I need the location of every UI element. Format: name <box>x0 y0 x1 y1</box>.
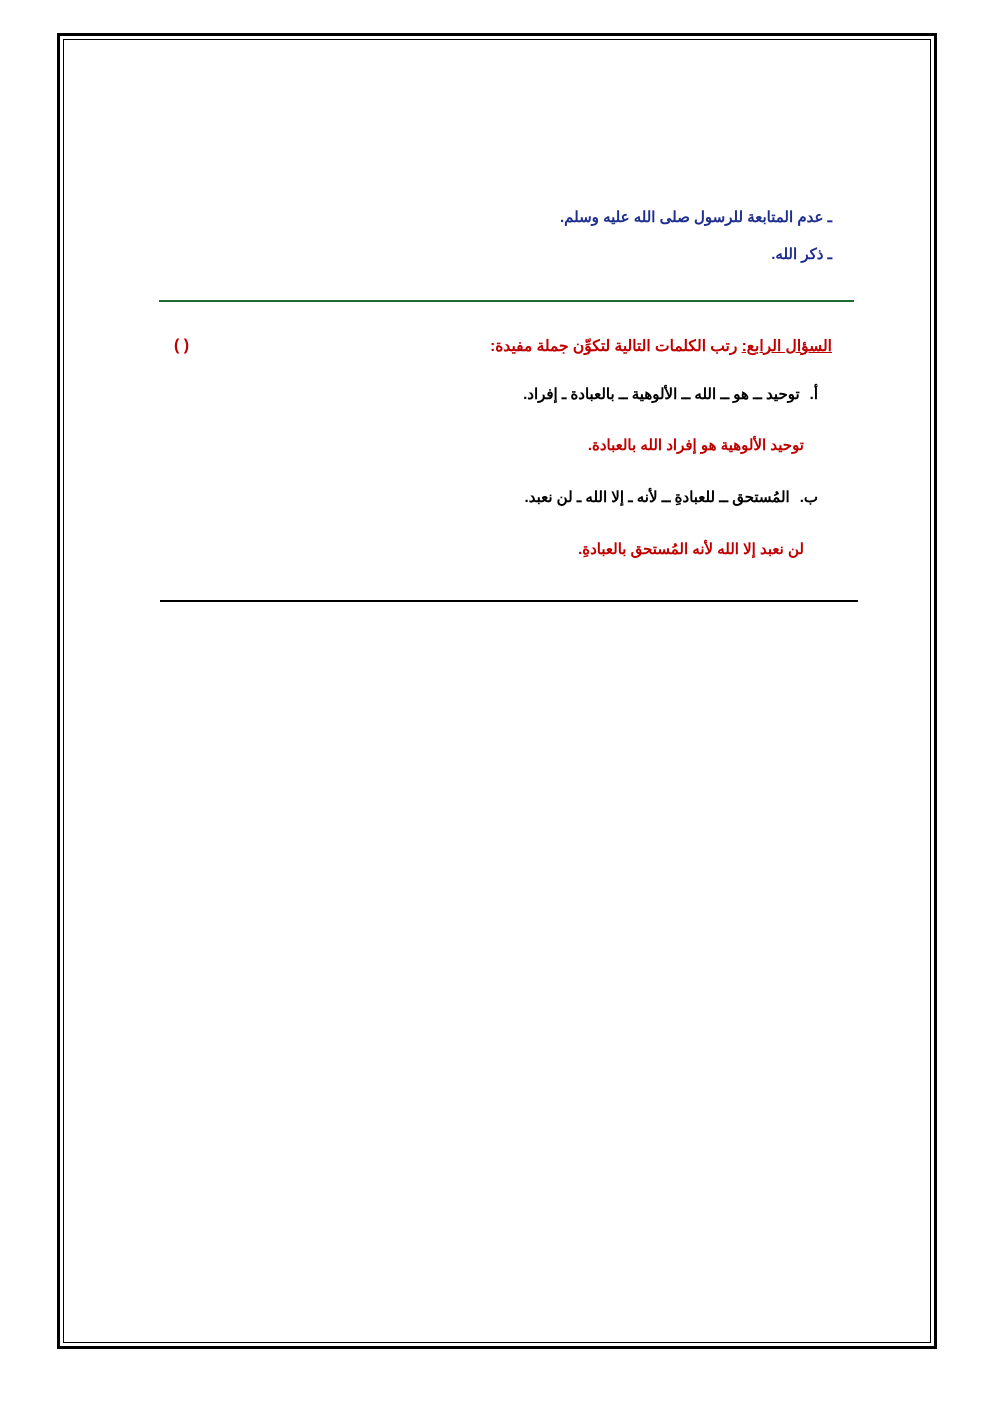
black-divider <box>160 600 858 602</box>
green-divider <box>159 300 854 302</box>
page-border-inner <box>63 39 931 1343</box>
item-b-marker: ب. <box>799 489 818 506</box>
item-b-text: المُستحق ــ للعبادةِ ــ لأنه ـ إلا الله ـ لن نعبد. <box>524 489 790 506</box>
page-border-outer <box>57 33 937 1349</box>
item-a-text: توحيد ــ هو ــ الله ــ الألوهية ــ بالعبادة ـ إفراد. <box>523 386 800 403</box>
question-4-item-a-answer: توحيد الألوهية هو إفراد الله بالعبادة. <box>587 437 804 454</box>
item-a-marker: أ. <box>809 386 818 403</box>
bullet-item-1: ـ عدم المتابعة للرسول صلى الله عليه وسلم. <box>559 209 832 226</box>
question-4-label: السؤال الرابع: <box>741 338 832 355</box>
question-4-prompt: رتب الكلمات التالية لتكوِّن جملة مفيدة: <box>490 338 742 355</box>
question-4-item-b-answer: لن نعبد إلا الله لأنه المُستحق بالعبادةِ. <box>578 541 804 558</box>
question-4-item-a <box>228 385 818 403</box>
question-4-item-b <box>228 488 818 506</box>
question-4-marks-box: ( ) <box>174 337 190 354</box>
bullet-item-2: ـ ذكر الله. <box>771 246 832 263</box>
